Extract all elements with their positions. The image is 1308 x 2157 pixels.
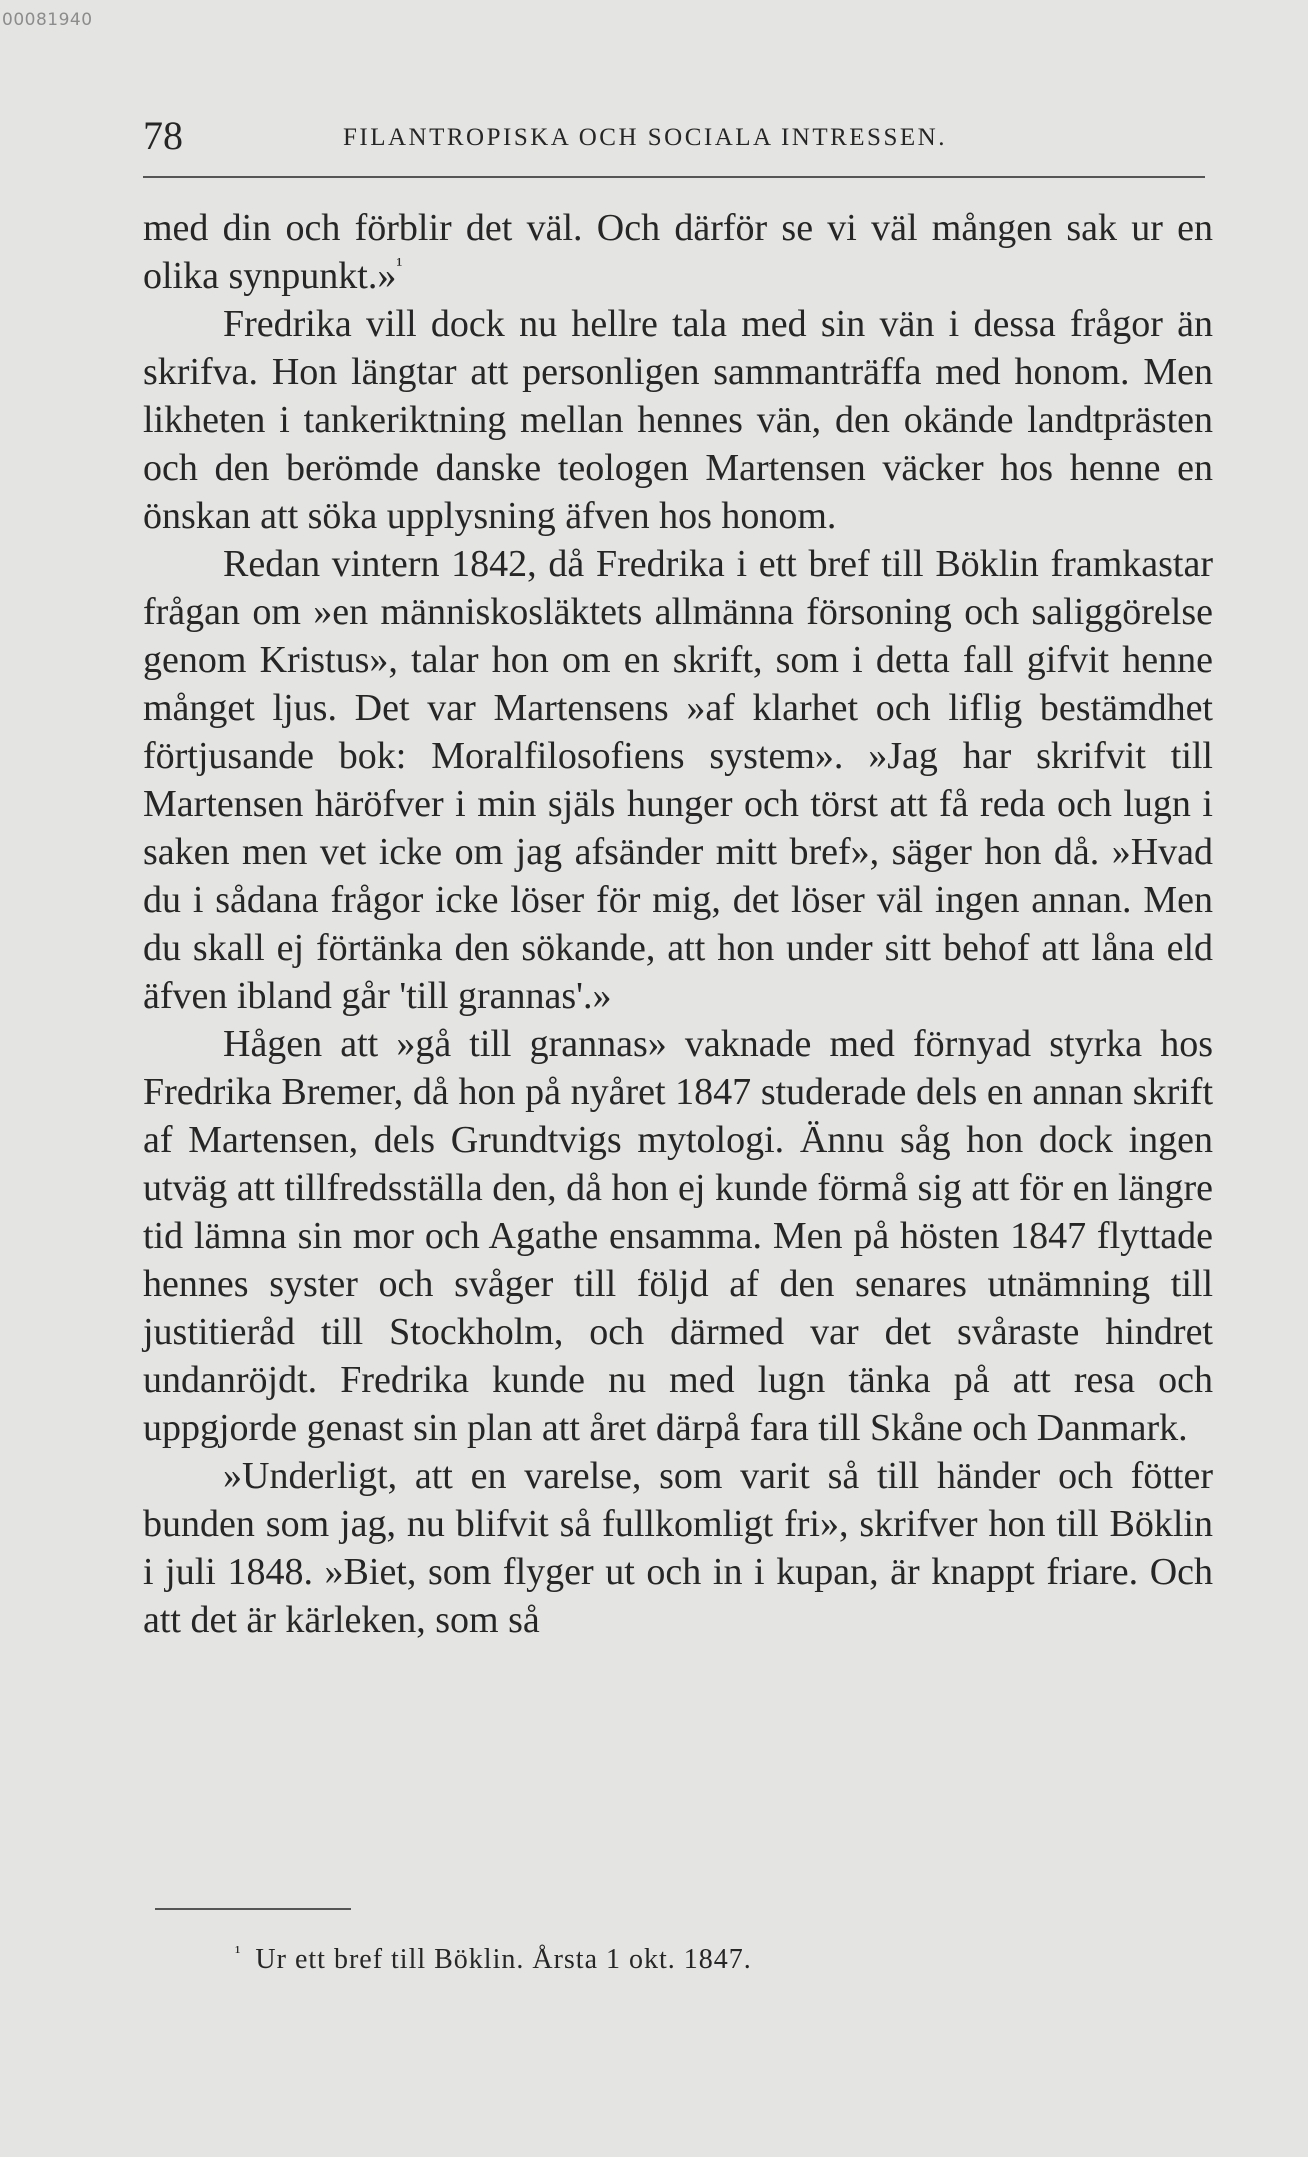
- page-header: [143, 112, 1213, 162]
- scan-id-label: 00081940: [2, 10, 93, 30]
- footnote-text: Ur ett bref till Böklin. Årsta 1 okt. 1847.: [255, 1944, 752, 1975]
- header-rule: [143, 176, 1205, 178]
- paragraph-1: [143, 204, 1213, 300]
- footnote-rule: [155, 1908, 351, 1910]
- running-head: FILANTROPISKA OCH SOCIALA INTRESSEN.: [343, 124, 947, 151]
- paragraph-5: »Underligt, att en varelse, som varit så till händer och fötter bunden som jag, nu blifvit så fullkomligt fri», skrifver hon till Böklin i juli 1848. »Biet, som flyger ut och in i kupan, är knappt friare. Och att det är kärleken, som så: [143, 1455, 1213, 1641]
- paragraph-2: Fredrika vill dock nu hellre tala med sin vän i dessa frågor än skrifva. Hon längtar att personligen sammanträffa med honom. Men likheten i tankeriktning mellan hennes vän, den okände landtprästen och den berömde danske teologen Martensen väcker hos henne en önskan att söka upplysning äfven hos honom.: [143, 303, 1213, 537]
- footnote-mark: ¹: [235, 1942, 242, 1962]
- body-text: [143, 204, 1213, 1644]
- page-number: 78: [143, 113, 183, 158]
- paragraph-3: Redan vintern 1842, då Fredrika i ett bref till Böklin framkastar frågan om »en människosläktets allmänna försoning och saliggörelse genom Kristus», talar hon om en skrift, som i detta fall gifvit henne månget ljus. Det var Martensens »af klarhet och liflig bestämdhet förtjusande bok: Moralfilosofiens system». »Jag har skrifvit till Martensen häröfver i min själs hunger och törst att få reda och lugn i saken men vet icke om jag afsänder mitt bref», säger hon då. »Hvad du i sådana frågor icke löser för mig, det löser väl ingen annan. Men du skall ej förtänka den sökande, att hon under sitt behof att låna eld äfven ibland går 'till grannas'.»: [143, 543, 1213, 1017]
- paragraph-1-text: med din och förblir det väl. Och därför se vi väl mången sak ur en olika synpunkt.»: [143, 207, 1213, 297]
- footnote: [235, 1942, 752, 1976]
- paragraph-4: Hågen att »gå till grannas» vaknade med förnyad styrka hos Fredrika Bremer, då hon på nyåret 1847 studerade dels en annan skrift af Martensen, dels Grundtvigs mytologi. Ännu såg hon dock ingen utväg att tillfredsställa den, då hon ej kunde förmå sig att för en längre tid lämna sin mor och Agathe ensamma. Men på hösten 1847 flyttade hennes syster och svåger till följd af den senares utnämning till justitieråd till Stockholm, och därmed var det svåraste hindret undanröjdt. Fredrika kunde nu med lugn tänka på att resa och uppgjorde genast sin plan att året därpå fara till Skåne och Danmark.: [143, 1023, 1213, 1449]
- footnote-ref: ¹: [396, 254, 403, 276]
